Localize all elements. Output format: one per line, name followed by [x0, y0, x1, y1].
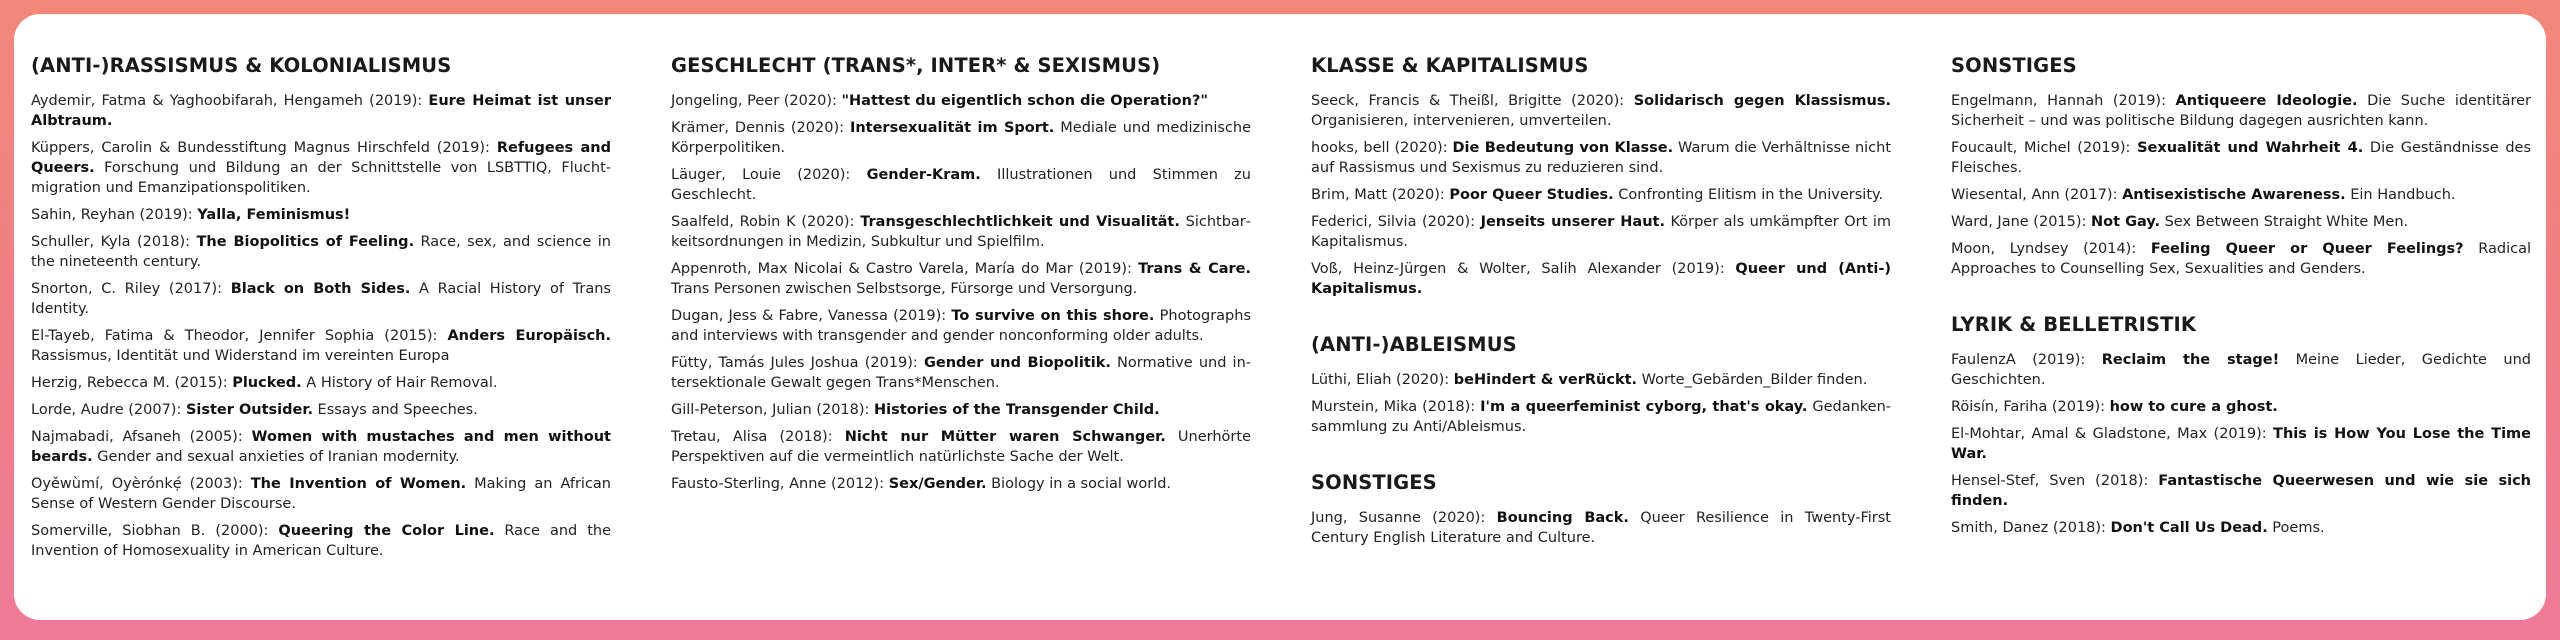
entry-description: Essays and Speeches. — [312, 402, 478, 418]
section-heading: GESCHLECHT (TRANS*, INTER* & SEXISMUS) — [671, 54, 1161, 77]
entry-author: Appenroth, Max Nicolai & Castro Varela, María do Mar (2019): — [671, 261, 1139, 277]
entry-title: Trans & Care. — [1138, 261, 1251, 277]
bibliography-entry — [1951, 138, 2531, 178]
entry-description: Gender and sexual anxieties of Iranian modernity. — [92, 449, 460, 465]
entry-author: Läuger, Louie (2020): — [671, 167, 867, 183]
entry-author: Somerville, Siobhan B. (2000): — [31, 523, 279, 539]
section — [1951, 313, 2531, 538]
bibliography-entry — [31, 427, 611, 467]
entry-description: Race, sex, and science in the nineteenth century. — [31, 234, 611, 270]
entry-author: Fütty, Tamás Jules Joshua (2019): — [671, 355, 924, 371]
entry-title: Refugees and Queers. — [31, 140, 611, 176]
entry-title: Queer und (Anti-) Kapitalismus. — [1311, 261, 1891, 297]
entry-description: Mediale und medizinische Körperpolitiken. — [671, 120, 1252, 156]
entry-description: Worte_Gebärden_Bilder finden. — [1637, 372, 1868, 388]
entry-title: Jenseits unserer Haut. — [1480, 214, 1665, 230]
column-3 — [1311, 54, 1891, 555]
bibliography-entry — [671, 353, 1251, 393]
entry-author: Tretau, Alisa (2018): — [671, 429, 845, 445]
section — [31, 54, 611, 561]
bibliography-entry — [671, 212, 1251, 252]
entry-description: Forschung und Bildung an der Schnittstelle von LSBTTIQ, Fluchtmigration und Emanzipationspolitiken. — [31, 160, 611, 196]
entry-description: Unerhörte Perspektiven auf die vermeintlich natürlichste Sache der Welt. — [671, 429, 1251, 465]
bibliography-entry — [1951, 239, 2531, 279]
entry-title: Transgeschlechtlichkeit und Visualität. — [860, 214, 1180, 230]
entry-title: Antiqueere Ideologie. — [2175, 93, 2358, 109]
entry-title: Gender und Biopolitik. — [923, 355, 1111, 371]
bibliography-entry — [671, 118, 1251, 158]
bibliography-entry — [31, 205, 611, 225]
entry-title: Fantastische Queerwesen und wie sie sich finden. — [1951, 473, 2531, 509]
bibliography-entry — [1951, 185, 2531, 205]
entry-description: Die Geständnisse des Fleisches. — [1951, 140, 2532, 176]
entry-title: Not Gay. — [2091, 214, 2160, 230]
bibliography-entry — [1951, 212, 2531, 232]
bibliography-entry — [671, 474, 1251, 494]
entry-description: Making an African Sense of Western Gender Discourse. — [31, 476, 611, 512]
entry-description: Queer Resilience in Twenty-First Century English Literature and Culture. — [1311, 510, 1891, 546]
bibliography-entry — [1311, 212, 1891, 252]
bibliography-entry — [1311, 138, 1891, 178]
column-2 — [671, 54, 1251, 501]
entry-description: Race and the Invention of Homosexuality in American Culture. — [31, 523, 611, 559]
entry-author: Voß, Heinz-Jürgen & Wolter, Salih Alexander (2019): — [1311, 261, 1736, 277]
column-1 — [31, 54, 611, 568]
entry-title: Sexualität und Wahrheit 4. — [2137, 140, 2364, 156]
entry-title: Antisexistische Awareness. — [2122, 187, 2346, 203]
entry-title: Yalla, Feminismus! — [197, 207, 351, 223]
bibliography-entry — [1951, 471, 2531, 511]
entry-author: hooks, bell (2020): — [1311, 140, 1453, 156]
bibliography-entry — [1951, 424, 2531, 464]
entry-title: Poor Queer Studies. — [1449, 187, 1614, 203]
entry-author: Krämer, Dennis (2020): — [671, 120, 850, 136]
entry-author: Herzig, Rebecca M. (2015): — [31, 375, 233, 391]
entry-title: Nicht nur Mütter waren Schwanger. — [844, 429, 1166, 445]
entry-author: Federici, Silvia (2020): — [1311, 214, 1481, 230]
entry-author: Röisín, Fariha (2019): — [1951, 399, 2110, 415]
entry-title: Anders Europäisch. — [447, 328, 611, 344]
bibliography-entry — [31, 474, 611, 514]
bibliography-entry — [31, 521, 611, 561]
entry-author: Sahin, Reyhan (2019): — [31, 207, 198, 223]
entry-author: Dugan, Jess & Fabre, Vanessa (2019): — [671, 308, 952, 324]
entry-title: This is How You Lose the Time War. — [1951, 426, 2531, 462]
entry-author: Ward, Jane (2015): — [1951, 214, 2092, 230]
entry-description: Sex Between Straight White Men. — [2159, 214, 2409, 230]
bibliography-entry — [31, 232, 611, 272]
entry-author: Hensel-Stef, Sven (2018): — [1951, 473, 2159, 489]
entry-author: Foucault, Michel (2019): — [1951, 140, 2138, 156]
entry-description: Confronting Elitism in the University. — [1613, 187, 1884, 203]
bibliography-entry — [1311, 91, 1891, 131]
entry-title: Die Bedeutung von Klasse. — [1452, 140, 1674, 156]
entry-author: Lorde, Audre (2007): — [31, 402, 186, 418]
section-heading: KLASSE & KAPITALISMUS — [1311, 54, 1589, 77]
entry-title: To survive on this shore. — [951, 308, 1155, 324]
bibliography-entry — [31, 373, 611, 393]
entry-author: Lüthi, Eliah (2020): — [1311, 372, 1454, 388]
section — [671, 54, 1251, 494]
entry-author: Oyěwùmí, Oyèrónkẹ́ (2003): — [31, 476, 251, 492]
bibliography-entry — [671, 165, 1251, 205]
bibliography-entry — [671, 306, 1251, 346]
entry-author: Jongeling, Peer (2020): — [671, 93, 842, 109]
entry-author: Murstein, Mika (2018): — [1311, 399, 1481, 415]
entry-author: Wiesental, Ann (2017): — [1951, 187, 2123, 203]
entry-description: Sichtbarkeitsordnungen in Medizin, Subkultur und Spielfilm. — [671, 214, 1251, 250]
entry-description: Rassismus, Identität und Widerstand im vereinten Europa — [31, 348, 450, 364]
section — [1311, 471, 1891, 548]
entry-author: Küppers, Carolin & Bundesstiftung Magnus Hirschfeld (2019): — [31, 140, 497, 156]
bibliography-entry — [671, 400, 1251, 420]
entry-title: Eure Heimat ist unser Albtraum. — [31, 93, 611, 129]
section — [1311, 54, 1891, 299]
entry-title: Sister Outsider. — [185, 402, 313, 418]
entry-description: A Racial History of Trans Identity. — [31, 281, 611, 317]
section-heading: (ANTI-)ABLEISMUS — [1311, 333, 1517, 356]
entry-description: Trans Personen zwischen Selbstsorge, Fürsorge und Versorgung. — [671, 281, 1138, 297]
section — [1951, 54, 2531, 279]
bibliography-entry — [1311, 370, 1891, 390]
entry-title: The Biopolitics of Feeling. — [196, 234, 415, 250]
bibliography-entry — [31, 400, 611, 420]
bibliography-entry — [1951, 518, 2531, 538]
entry-title: I'm a queerfeminist cyborg, that's okay. — [1480, 399, 1808, 415]
section-heading: SONSTIGES — [1311, 471, 1437, 494]
bibliography-entry — [31, 138, 611, 198]
entry-description: Poems. — [2267, 520, 2325, 536]
entry-author: Jung, Susanne (2020): — [1311, 510, 1497, 526]
entry-description: Photographs and interviews with transgender and gender nonconforming older adults. — [671, 308, 1252, 344]
entry-author: Najmabadi, Afsaneh (2005): — [31, 429, 252, 445]
entry-title: Sex/Gender. — [888, 476, 987, 492]
bibliography-entry — [1311, 259, 1891, 299]
entry-author: El-Tayeb, Fatima & Theodor, Jennifer Sophia (2015): — [31, 328, 448, 344]
entry-description: Organisieren, intervenieren, umverteilen. — [1311, 113, 1612, 129]
entry-description: A History of Hair Removal. — [301, 375, 498, 391]
entry-description: Illustrationen und Stimmen zu Geschlecht. — [671, 167, 1251, 203]
bibliography-entry — [1951, 350, 2531, 390]
entry-author: Aydemir, Fatma & Yaghoobifarah, Hengameh (2019): — [31, 93, 429, 109]
entry-title: Feeling Queer or Queer Feelings? — [2150, 241, 2464, 257]
entry-title: Women with mustaches and men without beards. — [31, 429, 611, 465]
entry-author: Engelmann, Hannah (2019): — [1951, 93, 2176, 109]
entry-title: Don't Call Us Dead. — [2110, 520, 2268, 536]
entry-author: Snorton, C. Riley (2017): — [31, 281, 231, 297]
bibliography-entry — [31, 326, 611, 366]
entry-title: Black on Both Sides. — [230, 281, 411, 297]
bibliography-entry — [31, 279, 611, 319]
entry-author: Seeck, Francis & Theißl, Brigitte (2020): — [1311, 93, 1634, 109]
entry-title: how to cure a ghost. — [2109, 399, 2278, 415]
entry-author: Fausto-Sterling, Anne (2012): — [671, 476, 889, 492]
entry-description: Die Suche identitärer Sicherheit – und was politische Bildung dagegen ausrichten kann. — [1951, 93, 2531, 129]
reading-list-card — [14, 14, 2546, 620]
entry-author: Saalfeld, Robin K (2020): — [671, 214, 861, 230]
bibliography-entry — [1311, 508, 1891, 548]
entry-author: Moon, Lyndsey (2014): — [1951, 241, 2151, 257]
entry-title: Reclaim the stage! — [2101, 352, 2280, 368]
entry-author: Gill-Peterson, Julian (2018): — [671, 402, 875, 418]
bibliography-entry — [671, 427, 1251, 467]
column-4 — [1951, 54, 2531, 545]
entry-title: Queering the Color Line. — [278, 523, 495, 539]
entry-title: beHindert & verRückt. — [1453, 372, 1638, 388]
entry-description: Warum die Verhältnisse nicht auf Rassismus und Sexismus zu reduzieren sind. — [1311, 140, 1892, 176]
entry-title: "Hattest du eigentlich schon die Operation?" — [841, 93, 1208, 109]
entry-author: El-Mohtar, Amal & Gladstone, Max (2019): — [1951, 426, 2274, 442]
entry-author: Smith, Danez (2018): — [1951, 520, 2111, 536]
entry-title: Plucked. — [232, 375, 302, 391]
section — [1311, 333, 1891, 437]
entry-description: Gedankensammlung zu Anti/Ableismus. — [1311, 399, 1891, 435]
entry-title: The Invention of Women. — [250, 476, 467, 492]
bibliography-entry — [31, 91, 611, 131]
entry-description: Biology in a social world. — [986, 476, 1172, 492]
entry-author: Schuller, Kyla (2018): — [31, 234, 197, 250]
bibliography-entry — [1311, 185, 1891, 205]
entry-title: Gender-Kram. — [866, 167, 981, 183]
entry-author: FaulenzA (2019): — [1951, 352, 2102, 368]
section-heading: SONSTIGES — [1951, 54, 2077, 77]
entry-title: Histories of the Transgender Child. — [874, 402, 1160, 418]
entry-description: Meine Lieder, Gedichte und Geschichten. — [1951, 352, 2531, 388]
entry-author: Brim, Matt (2020): — [1311, 187, 1450, 203]
entry-title: Intersexualität im Sport. — [849, 120, 1055, 136]
entry-title: Bouncing Back. — [1496, 510, 1629, 526]
entry-title: Solidarisch gegen Klassismus. — [1633, 93, 1891, 109]
bibliography-entry — [1951, 397, 2531, 417]
bibliography-entry — [1311, 397, 1891, 437]
entry-description: Ein Handbuch. — [2345, 187, 2456, 203]
bibliography-entry — [671, 259, 1251, 299]
bibliography-entry — [1951, 91, 2531, 131]
section-heading: LYRIK & BELLETRISTIK — [1951, 313, 2197, 336]
entry-description: Körper als umkämpfter Ort im Kapitalismus. — [1311, 214, 1891, 250]
entry-description: Radical Approaches to Counselling Sex, Sexualities and Genders. — [1951, 241, 2532, 277]
entry-description: Normative und intersektionale Gewalt gegen Trans*Menschen. — [671, 355, 1251, 391]
section-heading: (ANTI-)RASSISMUS & KOLONIALISMUS — [31, 54, 452, 77]
bibliography-entry — [671, 91, 1251, 111]
